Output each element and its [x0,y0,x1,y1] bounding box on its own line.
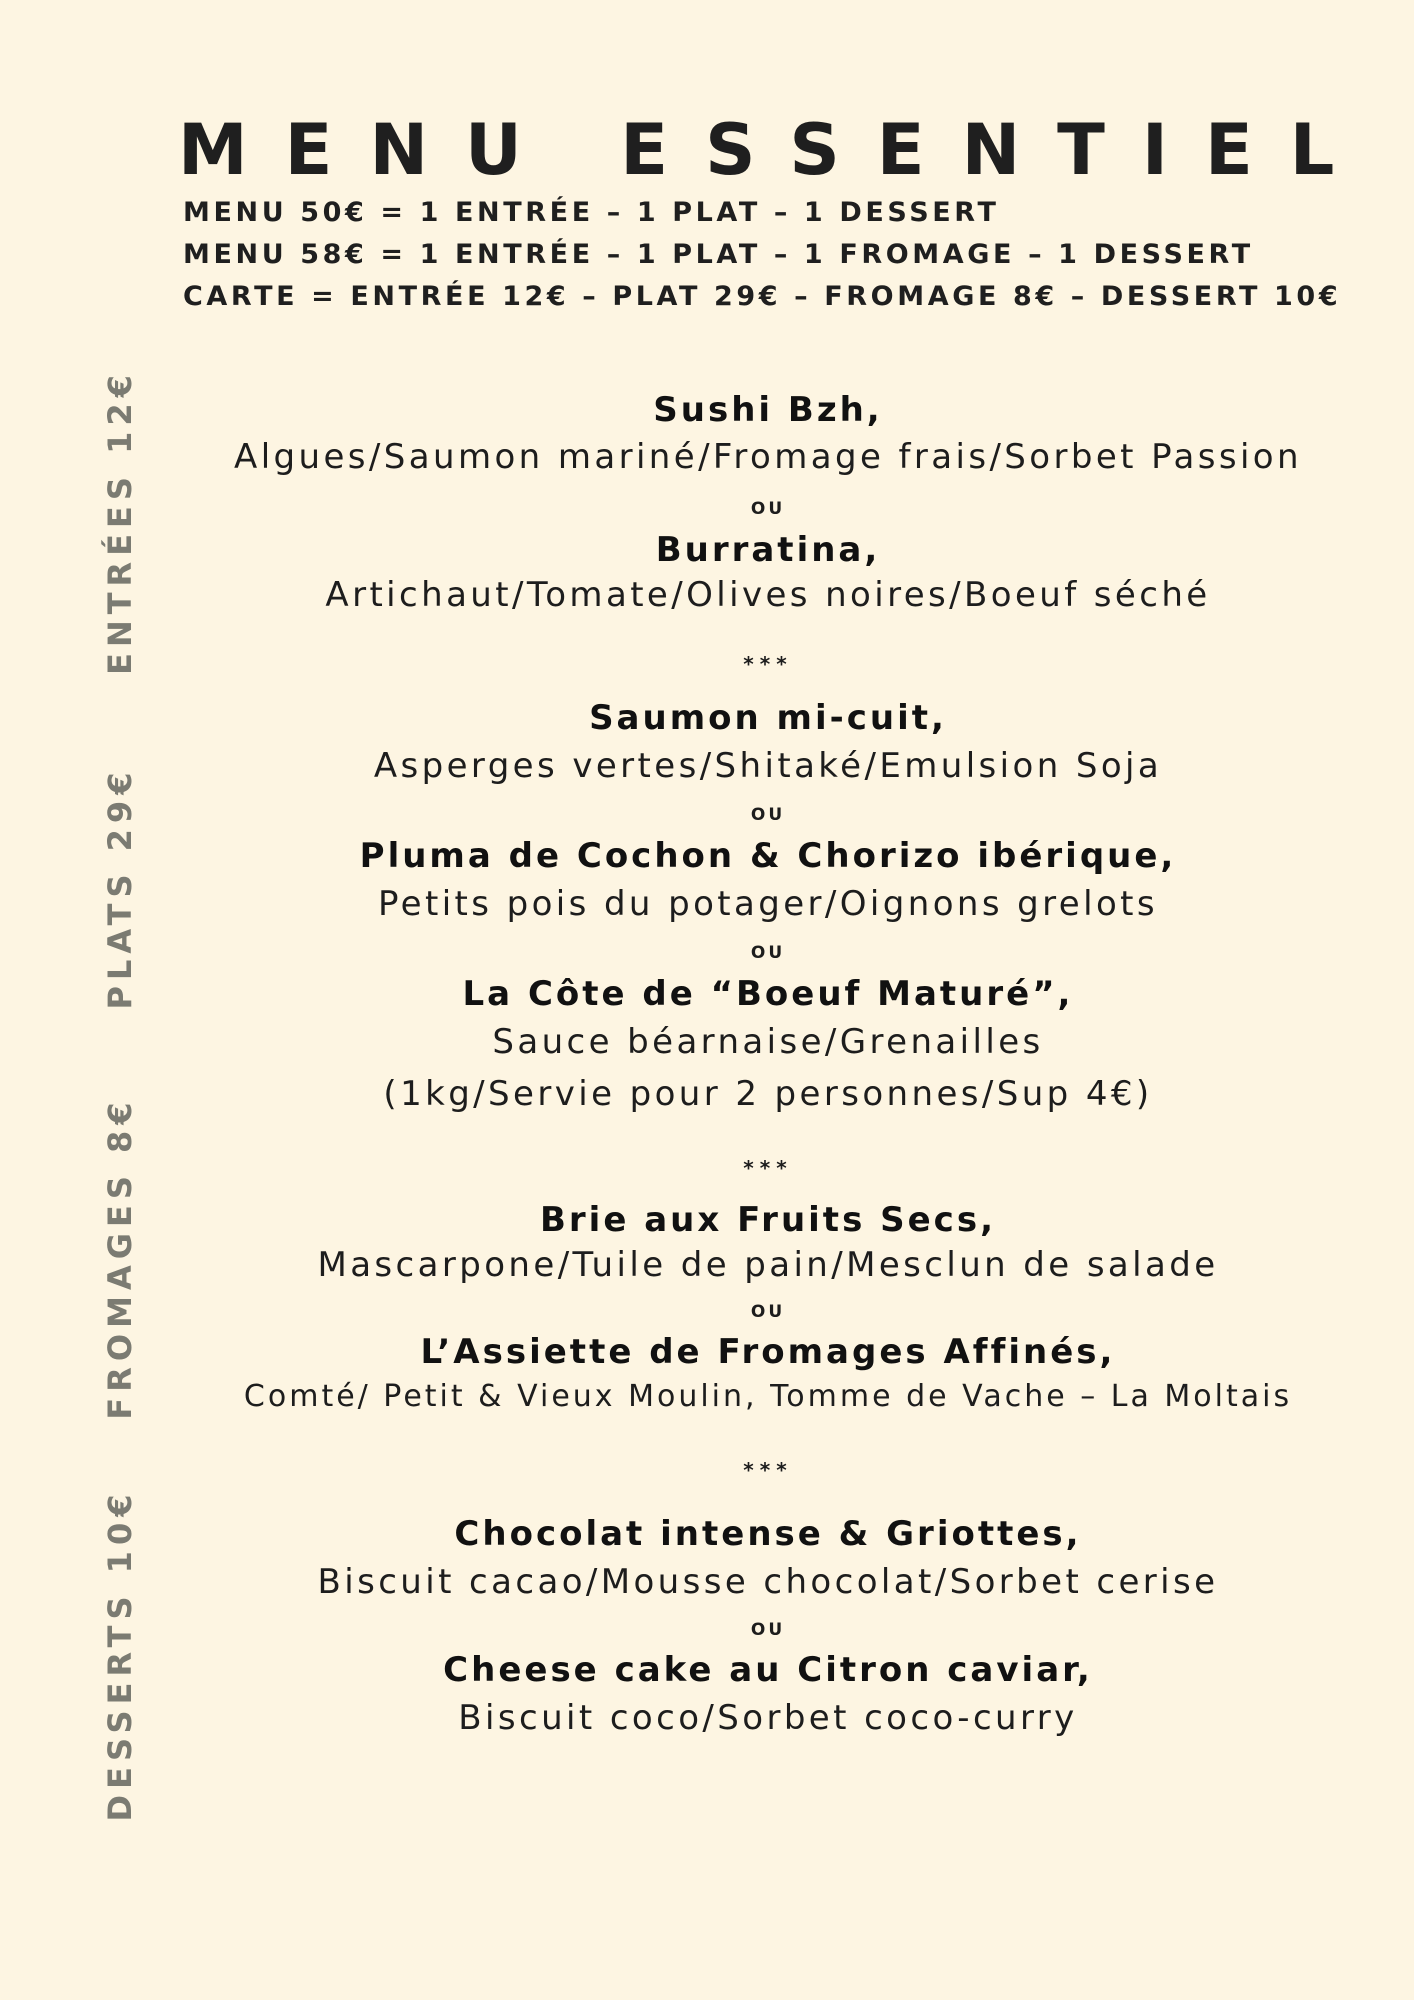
dish-description: Comté/ Petit & Vieux Moulin, Tomme de Vache – La Moltais [243,1379,1293,1414]
dish-name: La Côte de “Boeuf Maturé”, [462,974,1074,1014]
section-separator: *** [743,1458,793,1482]
dish-brie [317,1198,1218,1288]
dish-description: Sauce béarnaise/Grenailles [492,1022,1044,1062]
price-line-menu-50: MENU 50€ = 1 ENTRÉE – 1 PLAT – 1 DESSERT [183,197,1000,228]
section-label-desserts: DESSERTS 10€ [101,1488,139,1822]
or-divider: OU [750,943,786,963]
dish-description: Biscuit coco/Sorbet coco-curry [458,1698,1078,1738]
dish-chocolat [318,1512,1219,1608]
price-list [183,192,1341,318]
dish-name: L’Assiette de Fromages Affinés, [420,1332,1116,1372]
section-separator: *** [743,652,793,676]
dish-description: Mascarpone/Tuile de pain/Mesclun de salade [317,1245,1219,1285]
dish-name: Brie aux Fruits Secs, [539,1200,996,1240]
dish-name: Pluma de Cochon & Chorizo ibérique, [359,836,1177,876]
dish-cote [383,972,1152,1120]
or-divider: OU [750,1620,786,1640]
menu-title: MENU ESSENTIEL [178,109,1372,191]
dish-name: Chocolat intense & Griottes, [454,1514,1082,1554]
or-divider: OU [750,1302,786,1322]
dish-saumon [374,696,1162,792]
section-label-plats: PLATS 29€ [101,766,139,1010]
or-divider: OU [750,499,786,519]
section-separator: *** [743,1156,793,1180]
dish-cheesecake [443,1648,1093,1744]
dish-description: Asperges vertes/Shitaké/Emulsion Soja [373,746,1163,786]
dish-name: Sushi Bzh, [653,390,883,430]
dish-description: Artichaut/Tomate/Olives noires/Boeuf séché [325,575,1211,615]
section-label-entrees: ENTRÉES 12€ [101,369,139,675]
or-divider: OU [750,805,786,825]
dish-name: Saumon mi-cuit, [589,698,947,738]
dish-name: Cheese cake au Citron caviar, [443,1650,1093,1690]
dish-description: Biscuit cacao/Mousse chocolat/Sorbet cerise [317,1562,1219,1602]
section-label-fromages: FROMAGES 8€ [101,1096,139,1420]
price-line-carte: CARTE = ENTRÉE 12€ – PLAT 29€ – FROMAGE 8€ – DESSERT 10€ [183,281,1342,312]
dish-description: Petits pois du potager/Oignons grelots [377,884,1159,924]
dish-name: Burratina, [655,530,881,570]
dish-sushi [234,388,1302,482]
dish-description: Algues/Saumon mariné/Fromage frais/Sorbet Passion [234,437,1302,477]
dish-description-extra: (1kg/Servie pour 2 personnes/Sup 4€) [383,1074,1153,1114]
dish-pluma [360,834,1177,930]
price-line-menu-58: MENU 58€ = 1 ENTRÉE – 1 PLAT – 1 FROMAGE – 1 DESSERT [183,239,1254,270]
dish-assiette [244,1330,1292,1420]
dish-burratina [325,528,1210,618]
